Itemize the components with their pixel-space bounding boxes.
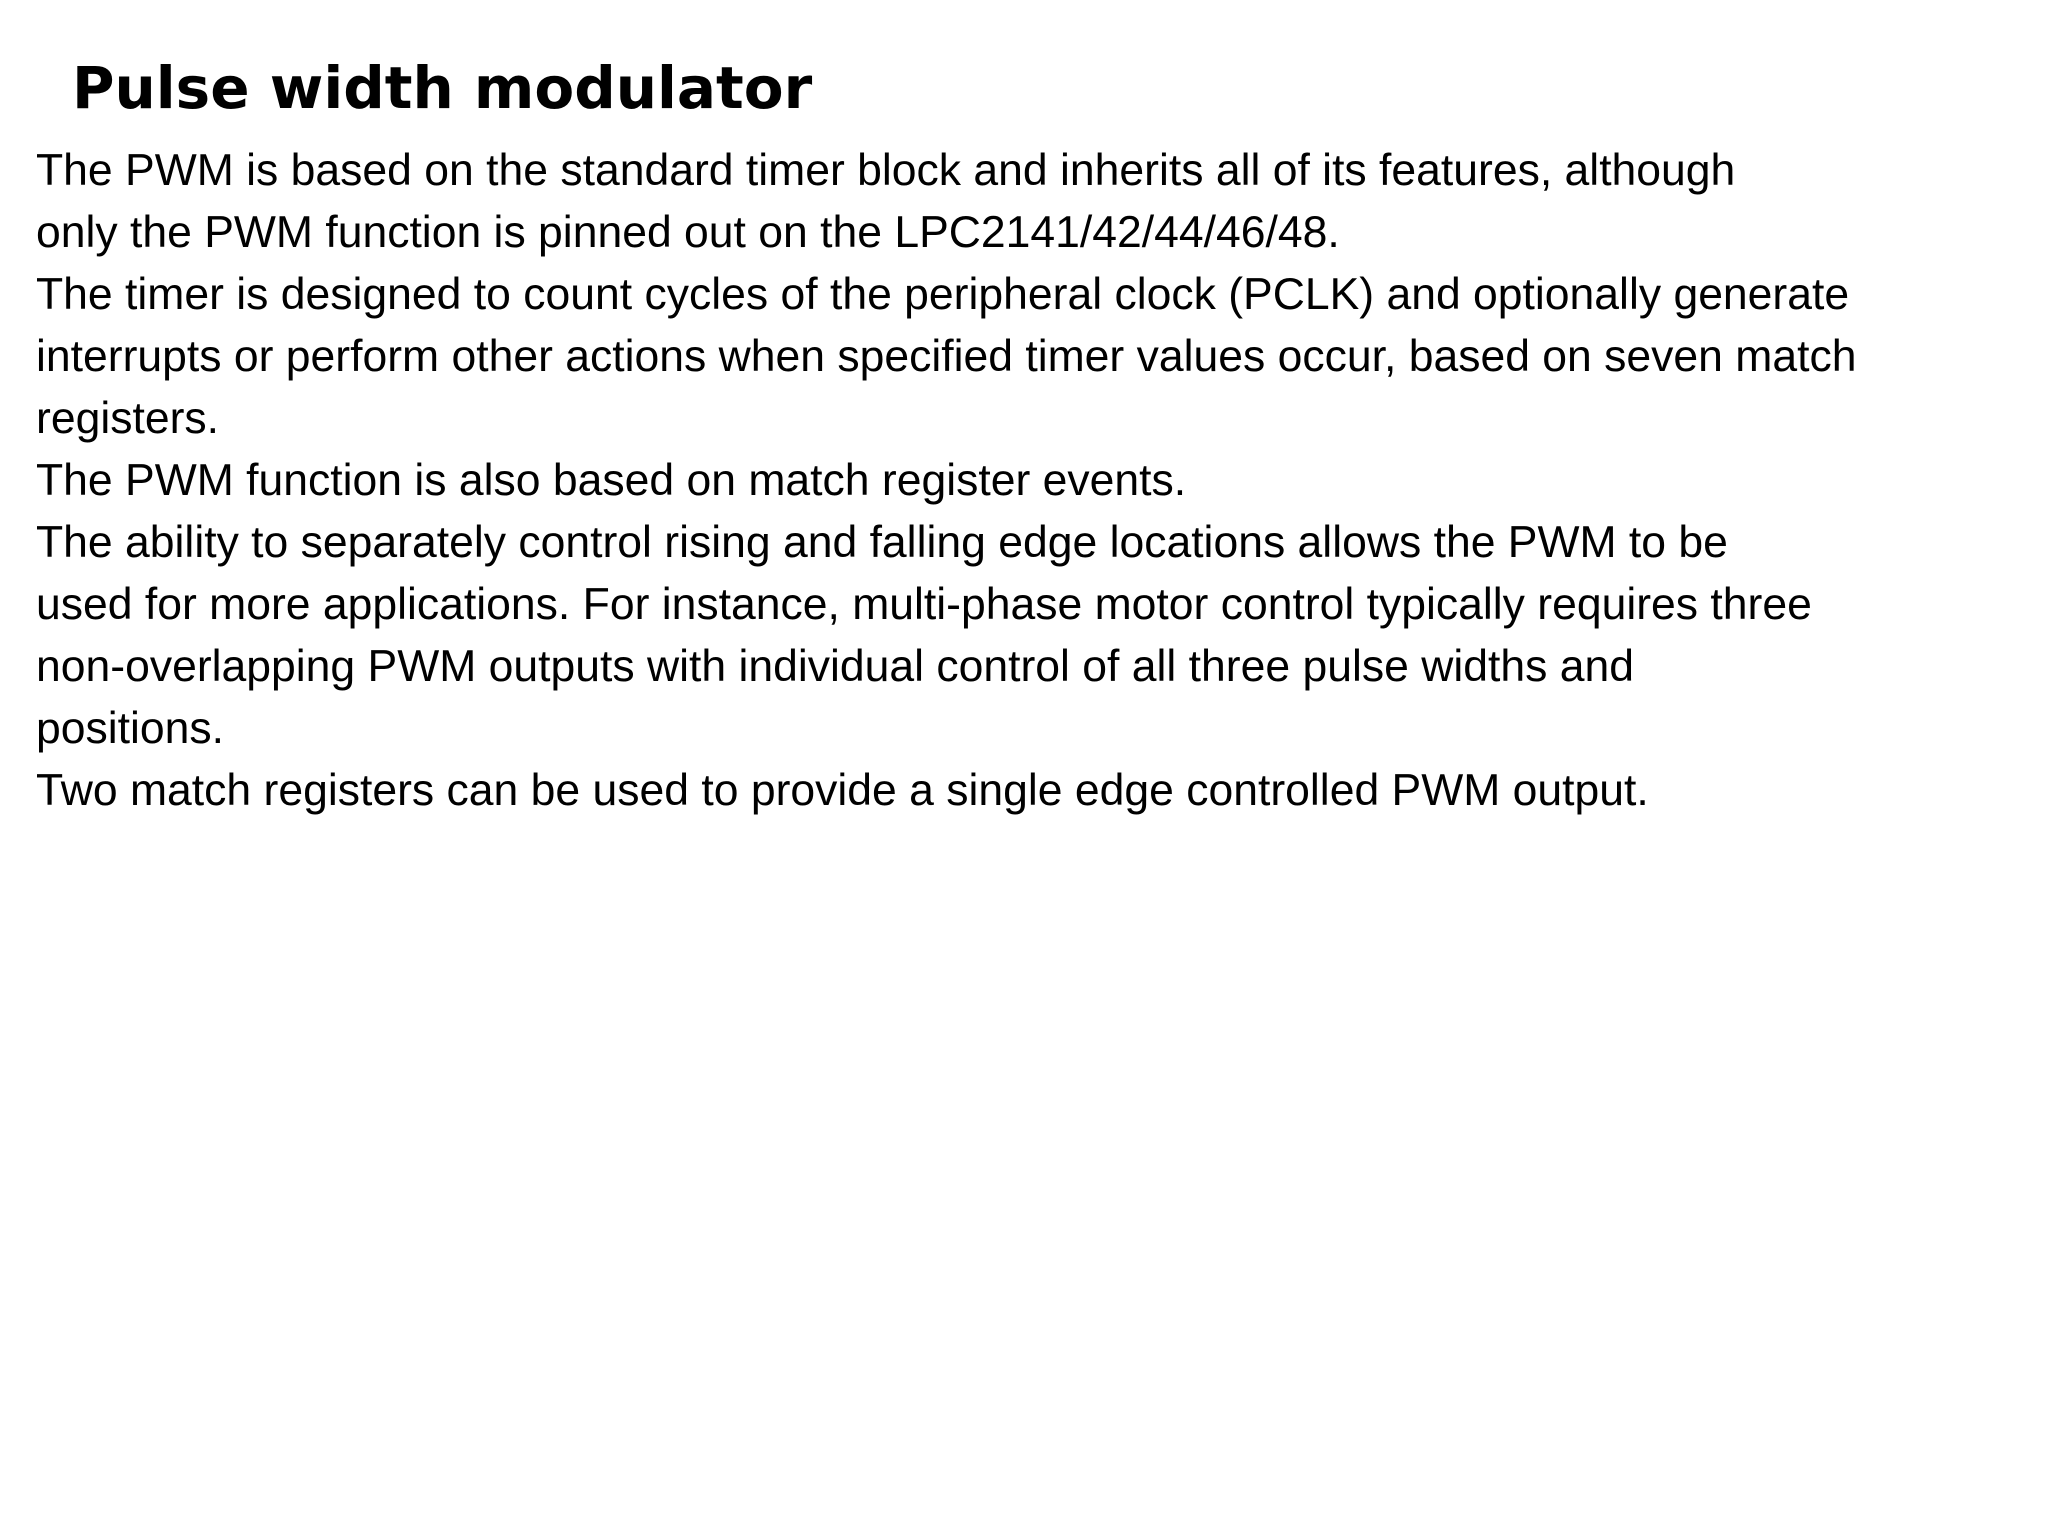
slide-body: [36, 140, 2026, 822]
body-line: registers.: [36, 394, 219, 443]
body-line: non-overlapping PWM outputs with individual control of all three pulse widths and: [36, 642, 1634, 691]
body-line: only the PWM function is pinned out on the LPC2141/42/44/46/48.: [36, 208, 1340, 257]
body-line: The PWM is based on the standard timer block and inherits all of its features, although: [36, 146, 1736, 195]
body-line: The PWM function is also based on match register events.: [36, 456, 1187, 505]
body-line: Two match registers can be used to provide a single edge controlled PWM output.: [36, 766, 1649, 815]
slide-title: Pulse width modulator: [72, 54, 813, 122]
body-line: The ability to separately control rising and falling edge locations allows the PWM to be: [36, 518, 1728, 567]
body-line: The timer is designed to count cycles of the peripheral clock (PCLK) and optionally generate: [36, 270, 1850, 319]
body-line: interrupts or perform other actions when specified timer values occur, based on seven match: [36, 332, 1857, 381]
body-line: used for more applications. For instance, multi-phase motor control typically requires three: [36, 580, 1812, 629]
body-line: positions.: [36, 704, 224, 753]
